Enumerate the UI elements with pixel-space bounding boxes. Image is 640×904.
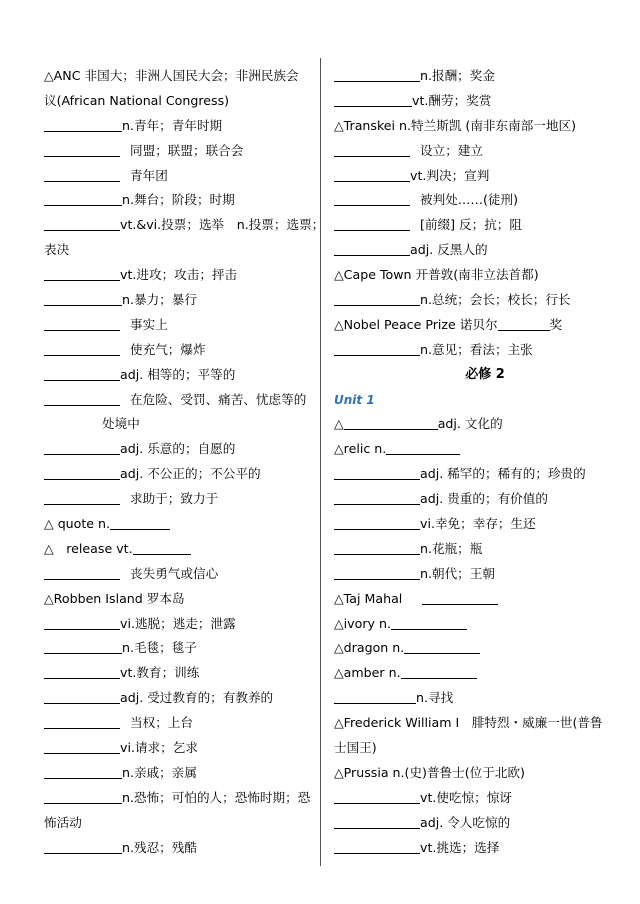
vocab-entry bbox=[44, 612, 312, 637]
answer-blank[interactable] bbox=[44, 289, 122, 306]
entry-text: n.报酬；奖金 bbox=[420, 68, 495, 83]
entry-text: 在危险、受罚、痛苦、忧虑等的 bbox=[130, 391, 307, 407]
answer-blank[interactable] bbox=[44, 214, 120, 231]
vocab-entry bbox=[334, 188, 596, 213]
unit-title: Unit 1 bbox=[334, 392, 375, 407]
answer-blank[interactable] bbox=[44, 613, 120, 630]
vocab-entry: 士国王) bbox=[334, 740, 377, 756]
vocab-entry bbox=[334, 612, 596, 637]
answer-blank[interactable] bbox=[44, 339, 120, 356]
vocab-entry: △Frederick William I 腓特烈・威廉一世(普鲁 bbox=[334, 715, 603, 731]
entry-text: △ivory n. bbox=[334, 615, 391, 631]
vocab-entry bbox=[44, 512, 312, 537]
answer-blank[interactable] bbox=[334, 687, 416, 704]
answer-blank[interactable] bbox=[334, 488, 420, 505]
answer-blank[interactable] bbox=[334, 463, 420, 480]
answer-blank[interactable] bbox=[334, 339, 420, 356]
left-column bbox=[44, 64, 325, 861]
column-divider bbox=[320, 58, 321, 866]
vocab-entry bbox=[44, 114, 312, 139]
entry-text: vt.进攻；攻击；抨击 bbox=[120, 267, 238, 283]
entry-text: vt.判决；宣判 bbox=[410, 167, 490, 183]
vocab-entry bbox=[334, 562, 596, 587]
vocab-entry: △ANC 非国大；非洲人国民大会；非洲民族会 bbox=[44, 68, 299, 83]
vocab-entry bbox=[44, 363, 312, 388]
entry-text: 当权；上台 bbox=[130, 715, 193, 731]
entry-text: 青年团 bbox=[130, 167, 168, 183]
vocab-entry: 议(African National Congress) bbox=[44, 92, 230, 108]
vocab-entry bbox=[44, 836, 312, 861]
entry-text: vt.挑选；选择 bbox=[420, 839, 500, 855]
entry-text: n.暴力；暴行 bbox=[122, 292, 197, 308]
unit-heading bbox=[334, 388, 596, 413]
entry-text: n.寻找 bbox=[416, 690, 454, 706]
answer-blank[interactable] bbox=[44, 264, 120, 281]
entry-text: 事实上 bbox=[130, 316, 168, 332]
answer-blank[interactable] bbox=[133, 538, 191, 555]
answer-blank[interactable] bbox=[334, 538, 420, 555]
answer-blank[interactable] bbox=[44, 837, 122, 854]
entry-text: adj. 相等的；平等的 bbox=[120, 366, 236, 382]
entry-text: vi.幸免；幸存；生还 bbox=[420, 516, 536, 532]
entry-text: adj. 贵重的；有价值的 bbox=[420, 491, 548, 507]
vocab-entry bbox=[44, 686, 312, 711]
entry-text: 使充气；爆炸 bbox=[130, 341, 206, 357]
answer-blank[interactable] bbox=[44, 488, 120, 505]
entry-text: vt.酬劳；奖赏 bbox=[412, 92, 492, 108]
vocab-entry bbox=[334, 437, 596, 462]
entry-text: n.毛毯；毯子 bbox=[122, 640, 197, 656]
answer-blank[interactable] bbox=[44, 637, 122, 654]
entry-text: n.青年；青年时期 bbox=[122, 117, 223, 133]
vocab-entry bbox=[44, 139, 312, 164]
entry-text: [前缀] 反；抗；阻 bbox=[420, 217, 522, 233]
vocab-entry bbox=[334, 786, 596, 811]
entry-text: n.总统；会长；校长；行长 bbox=[420, 292, 571, 308]
vocab-entry bbox=[44, 487, 312, 512]
entry-text: vt.&vi.投票；选举 n.投票；选票； bbox=[120, 217, 325, 233]
answer-blank[interactable] bbox=[344, 413, 438, 430]
entry-text: adj. 反黑人的 bbox=[410, 242, 488, 258]
section-heading: 必修 2 bbox=[465, 366, 505, 382]
answer-blank[interactable] bbox=[401, 662, 477, 679]
vocab-entry bbox=[44, 188, 312, 213]
entry-text: △amber n. bbox=[334, 665, 401, 681]
answer-blank[interactable] bbox=[44, 438, 120, 455]
answer-blank[interactable] bbox=[44, 165, 120, 182]
entry-text: vi.请求；乞求 bbox=[120, 740, 198, 756]
answer-blank[interactable] bbox=[44, 364, 120, 381]
answer-blank[interactable] bbox=[334, 189, 410, 206]
vocab-entry bbox=[334, 661, 596, 686]
vocab-entry: △Cape Town 开普敦(南非立法首都) bbox=[334, 267, 539, 283]
entry-text: △Taj Mahal bbox=[334, 590, 403, 606]
answer-blank[interactable] bbox=[422, 588, 498, 605]
entry-text: n.恐怖；可怕的人；恐怖时期；恐 bbox=[122, 789, 311, 805]
answer-blank[interactable] bbox=[44, 314, 120, 331]
vocab-entry bbox=[334, 836, 596, 861]
entry-text: △relic n. bbox=[334, 441, 387, 457]
entry-text: 奖 bbox=[549, 316, 563, 332]
vocab-entry bbox=[334, 587, 596, 612]
entry-text: 被判处……(徒刑) bbox=[420, 192, 518, 208]
answer-blank[interactable] bbox=[334, 289, 420, 306]
answer-blank[interactable] bbox=[498, 314, 550, 331]
vocab-entry: △Robben Island 罗本岛 bbox=[44, 590, 185, 606]
vocab-entry: △Prussia n.(史)普鲁士(位于北欧) bbox=[334, 764, 525, 780]
answer-blank[interactable] bbox=[44, 762, 122, 779]
vocab-entry bbox=[44, 537, 312, 562]
answer-blank[interactable] bbox=[386, 438, 460, 455]
vocab-entry bbox=[334, 213, 596, 238]
answer-blank[interactable] bbox=[44, 737, 120, 754]
answer-blank[interactable] bbox=[44, 389, 120, 406]
vocab-entry: 表决 bbox=[44, 242, 70, 258]
answer-blank[interactable] bbox=[334, 90, 412, 107]
vocab-entry bbox=[334, 811, 596, 836]
vocab-entry bbox=[44, 462, 312, 487]
answer-blank[interactable] bbox=[391, 613, 467, 630]
entry-text: n.花瓶；瓶 bbox=[420, 540, 483, 556]
vocab-entry bbox=[334, 89, 596, 114]
answer-blank[interactable] bbox=[334, 837, 420, 854]
answer-blank[interactable] bbox=[110, 513, 170, 530]
vocab-entry bbox=[334, 537, 596, 562]
entry-text: 求助于；致力于 bbox=[130, 491, 219, 507]
entry-text: 丧失勇气或信心 bbox=[130, 565, 219, 581]
vocab-entry bbox=[44, 661, 312, 686]
answer-blank[interactable] bbox=[44, 662, 120, 679]
vocab-entry bbox=[334, 686, 596, 711]
vocab-entry bbox=[44, 562, 312, 587]
vocab-entry bbox=[44, 263, 312, 288]
vocab-entry bbox=[44, 338, 312, 363]
entry-text: △ release vt. bbox=[44, 540, 133, 556]
vocab-entry bbox=[334, 288, 596, 313]
vocab-entry bbox=[44, 388, 312, 413]
answer-blank[interactable] bbox=[334, 812, 420, 829]
answer-blank[interactable] bbox=[44, 787, 122, 804]
vocab-entry: 处境中 bbox=[102, 416, 140, 432]
answer-blank[interactable] bbox=[334, 563, 420, 580]
vocab-entry: △Transkei n.特兰斯凯 (南非东南部一地区) bbox=[334, 117, 576, 133]
answer-blank[interactable] bbox=[334, 140, 410, 157]
entry-text: n.意见；看法；主张 bbox=[420, 341, 533, 357]
answer-blank[interactable] bbox=[334, 214, 410, 231]
vocab-entry bbox=[334, 636, 596, 661]
answer-blank[interactable] bbox=[44, 463, 120, 480]
vocab-entry bbox=[334, 338, 596, 363]
entry-text: 同盟；联盟；联合会 bbox=[130, 142, 244, 158]
entry-text: n.残忍；残酷 bbox=[122, 839, 197, 855]
entry-text: adj. 受过教育的；有教养的 bbox=[120, 690, 274, 706]
entry-text: vt.教育；训练 bbox=[120, 665, 200, 681]
answer-blank[interactable] bbox=[334, 65, 420, 82]
answer-blank[interactable] bbox=[44, 563, 120, 580]
vocab-entry bbox=[44, 164, 312, 189]
vocab-entry bbox=[44, 288, 312, 313]
entry-text: adj. 文化的 bbox=[437, 416, 503, 432]
vocab-entry bbox=[44, 437, 312, 462]
vocab-entry bbox=[334, 238, 596, 263]
vocab-entry bbox=[334, 139, 596, 164]
entry-text: n.朝代；王朝 bbox=[420, 565, 495, 581]
vocab-entry bbox=[334, 313, 596, 338]
vocab-entry bbox=[44, 736, 312, 761]
vocab-entry bbox=[334, 164, 596, 189]
answer-blank[interactable] bbox=[44, 189, 122, 206]
vocab-entry bbox=[44, 786, 312, 811]
answer-blank[interactable] bbox=[334, 787, 420, 804]
answer-blank[interactable] bbox=[44, 687, 120, 704]
vocab-entry bbox=[334, 64, 596, 89]
answer-blank[interactable] bbox=[44, 712, 120, 729]
entry-text: n.亲戚；亲属 bbox=[122, 764, 197, 780]
vocab-entry: 怖活动 bbox=[44, 814, 82, 830]
right-column bbox=[334, 64, 603, 861]
answer-blank[interactable] bbox=[44, 115, 122, 132]
entry-text: △ bbox=[334, 416, 344, 432]
vocab-entry bbox=[334, 512, 596, 537]
entry-text: △ quote n. bbox=[44, 516, 111, 532]
vocab-entry bbox=[44, 711, 312, 736]
entry-text: adj. 乐意的；自愿的 bbox=[120, 441, 236, 457]
answer-blank[interactable] bbox=[334, 239, 410, 256]
entry-text: △dragon n. bbox=[334, 640, 405, 656]
entry-text: adj. 令人吃惊的 bbox=[420, 814, 511, 830]
entry-text: 设立；建立 bbox=[420, 142, 483, 158]
entry-text: adj. 稀罕的；稀有的；珍贵的 bbox=[420, 466, 586, 482]
entry-text: n.舞台；阶段；时期 bbox=[122, 192, 235, 208]
vocab-entry bbox=[44, 636, 312, 661]
answer-blank[interactable] bbox=[404, 637, 480, 654]
answer-blank[interactable] bbox=[334, 165, 410, 182]
entry-text: △Nobel Peace Prize 诺贝尔 bbox=[334, 316, 498, 332]
vocab-entry bbox=[334, 462, 596, 487]
vocab-entry bbox=[334, 412, 596, 437]
entry-text: adj. 不公正的；不公平的 bbox=[120, 466, 261, 482]
entry-text: vt.使吃惊；惊讶 bbox=[420, 789, 512, 805]
answer-blank[interactable] bbox=[44, 140, 120, 157]
vocab-entry bbox=[44, 761, 312, 786]
entry-text: vi.逃脱；逃走；泄露 bbox=[120, 615, 236, 631]
vocab-entry bbox=[44, 313, 312, 338]
answer-blank[interactable] bbox=[334, 513, 420, 530]
vocab-entry bbox=[334, 487, 596, 512]
vocab-entry bbox=[44, 213, 325, 238]
